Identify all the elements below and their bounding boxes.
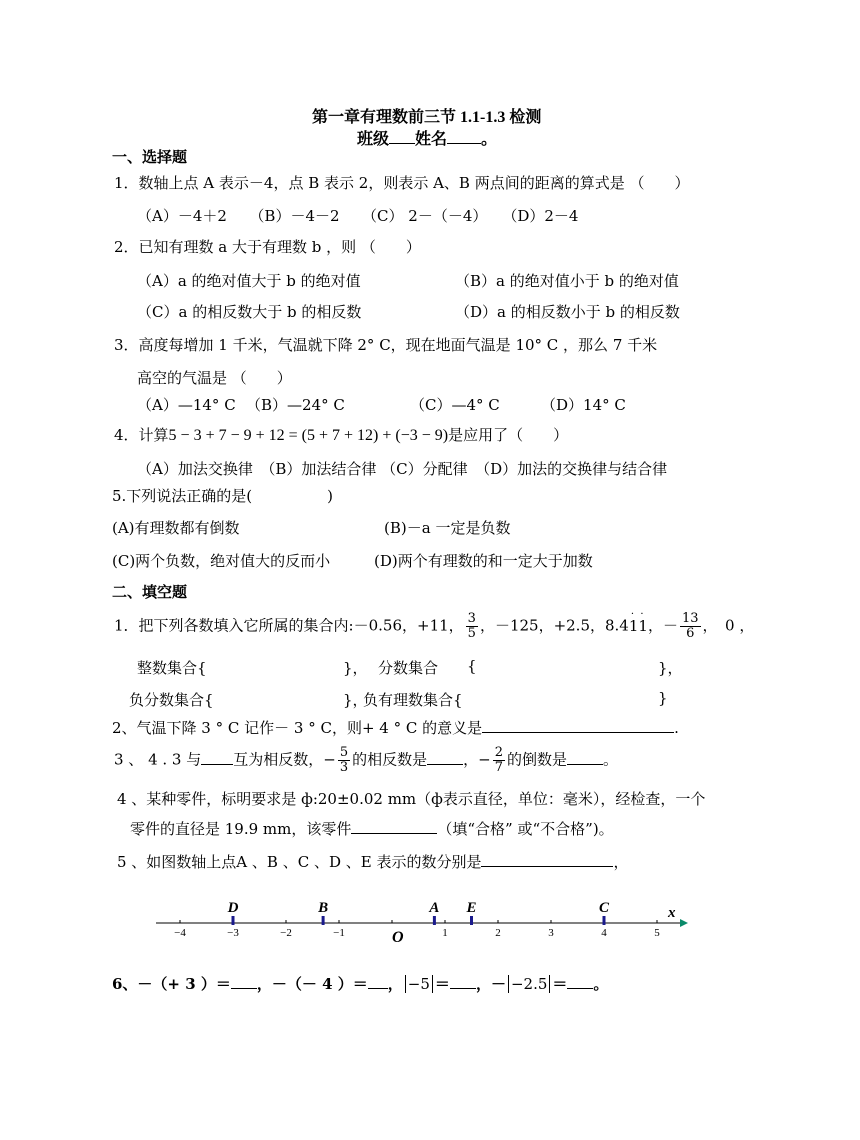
- fq4-line2: [130, 818, 614, 839]
- fq4-blank[interactable]: [351, 819, 437, 834]
- point-label-b: B: [318, 900, 329, 916]
- q4-text: [114, 424, 568, 445]
- q4-post: 是应用了（ ）: [448, 426, 569, 444]
- fq1-mid: ，－125，+2.5，8.4: [479, 616, 629, 635]
- tick-label: 5: [654, 927, 660, 939]
- fq5-question: 5 、如图数轴上点A 、B 、C 、D 、E 表示的数分别是: [117, 853, 482, 871]
- fq5-end: ，: [613, 853, 629, 871]
- q2-option-c: （C）a 的相反数大于 b 的相反数: [137, 303, 362, 321]
- abs-value-1: −5: [405, 975, 433, 993]
- set-negfrac-close: }，: [343, 691, 368, 709]
- fq3-text: [114, 746, 618, 775]
- name-label: 姓名: [415, 131, 448, 148]
- fraction-13-6: $\frac{13}{6}$: [681, 611, 699, 641]
- q5-text: 5.下列说法正确的是( ): [112, 487, 334, 505]
- fq6-p1: 6、－（+ 3 ）＝: [112, 975, 231, 993]
- number-line: [150, 895, 710, 945]
- repeating-digit: 1 ·: [628, 608, 639, 635]
- q4-pre: 4．计算: [114, 426, 169, 444]
- page-title: 第一章有理数前三节 1.1-1.3 检测: [312, 109, 542, 126]
- set-negrat-close: }: [658, 689, 668, 707]
- fq6-p4: ＝: [434, 975, 450, 993]
- fq6-text: [112, 973, 608, 994]
- fq3-blank-3[interactable]: [567, 750, 603, 765]
- fq2-question: 2、气温下降 3 ° C 记作－ 3 ° C，则+ 4 ° C 的意义是: [112, 719, 483, 737]
- fq6-p3: ，: [387, 975, 403, 993]
- point-label-d: D: [227, 900, 239, 916]
- fq5-blank[interactable]: [481, 852, 613, 867]
- set-fraction-close: }，: [658, 659, 683, 677]
- q5-option-d: (D)两个有理数的和一定大于加数: [374, 552, 593, 570]
- fq1-pre: 1．把下列各数填入它所属的集合内:－0.56，+11，: [114, 616, 464, 635]
- fq1-post: ， 0 ，: [702, 616, 755, 635]
- fq3-mid4: 的倒数是: [506, 750, 567, 769]
- tick-label: −4: [174, 927, 186, 939]
- fq3-blank-1[interactable]: [201, 750, 233, 765]
- name-blank[interactable]: [447, 129, 481, 144]
- point-label-c: C: [598, 900, 610, 916]
- fq2-end: .: [674, 719, 679, 737]
- section-heading-choice: 一、选择题: [112, 148, 188, 166]
- axis-label: x: [668, 905, 676, 921]
- fq4-line2-post: （填“合格” 或“不合格”)。: [437, 820, 614, 838]
- tick-label: 4: [601, 927, 607, 939]
- fq6-blank-2[interactable]: [368, 974, 388, 989]
- q5-option-a: (A)有理数都有倒数: [112, 519, 240, 537]
- q2-option-b: （B）a 的绝对值小于 b 的绝对值: [455, 272, 679, 290]
- fq6-blank-1[interactable]: [231, 974, 257, 989]
- tick-label: 2: [495, 927, 501, 939]
- point-label-a: A: [429, 900, 440, 916]
- fq2-blank[interactable]: [482, 718, 674, 733]
- fraction-3-5: $\frac{3}{5}$: [467, 611, 476, 641]
- point-label-e: E: [466, 900, 477, 916]
- fq3-mid: 互为相反数，−: [233, 750, 336, 769]
- q4-expression: 5 − 3 + 7 − 9 + 12 = (5 + 7 + 12) + (−3 − 9): [168, 427, 449, 444]
- tick-label: −2: [280, 927, 292, 939]
- tick-label: 1: [442, 927, 448, 939]
- section-heading-fill: 二、填空题: [112, 583, 188, 601]
- fq3-mid2: 的相反数是: [352, 750, 428, 769]
- fq2-text: [112, 717, 679, 738]
- class-name-line: [357, 126, 497, 149]
- origin-label: O: [392, 929, 404, 945]
- abs-value-2: −2.5: [508, 975, 550, 993]
- fq4-line1: 4 、某种零件，标明要求是 ф:20±0.02 mm（ф表示直径，单位：毫米），经检查，一个: [117, 790, 706, 808]
- q3-line2: 高空的气温是 （ ）: [137, 369, 292, 387]
- q1-text: 1．数轴上点 A 表示－4，点 B 表示 2，则表示 A、B 两点间的距离的算式是 （ ）: [114, 174, 690, 192]
- axis-arrow-icon: [680, 919, 688, 927]
- fraction-5-3: $\frac{5}{3}$: [339, 745, 349, 775]
- repeating-digit-2: 1 ·: [638, 608, 648, 635]
- q2-option-d: （D）a 的相反数小于 b 的相反数: [455, 303, 680, 321]
- set-negrat-label: 负有理数集合{: [363, 691, 463, 709]
- q3-option-d: （D）14° C: [541, 396, 626, 414]
- fq6-blank-4[interactable]: [567, 974, 593, 989]
- set-negfrac-label: 负分数集合{: [129, 691, 214, 709]
- fq6-p6: ＝: [552, 975, 568, 993]
- set-integer-close: }，: [343, 659, 368, 677]
- q3-line1: 3．高度每增加 1 千米，气温就下降 2° C，现在地面气温是 10° C ，那么 7 千米: [114, 336, 658, 354]
- tick-label: −3: [227, 927, 239, 939]
- fq3-end: 。: [603, 750, 619, 769]
- fq6-p5: ，－: [475, 975, 506, 993]
- tick-label: 3: [548, 927, 554, 939]
- fq1-text: [114, 608, 755, 641]
- fraction-2-7: $\frac{2}{7}$: [494, 745, 503, 775]
- q2-option-a: （A）a 的绝对值大于 b 的绝对值: [137, 272, 361, 290]
- q5-option-c: (C)两个负数，绝对值大的反而小: [112, 552, 331, 570]
- set-integer-label: 整数集合{: [137, 659, 207, 677]
- fq6-p2: ，－（－ 4 ）＝: [256, 975, 368, 993]
- fq3-blank-2[interactable]: [427, 750, 463, 765]
- fq6-end: 。: [593, 975, 609, 993]
- q2-text: 2．已知有理数 a 大于有理数 b ，则 （ ）: [114, 238, 421, 256]
- tick-label: −1: [333, 927, 345, 939]
- fq3-pre: 3 、 4 . 3 与: [114, 750, 202, 769]
- q3-option-b: （B）—24° C: [246, 396, 345, 414]
- fq1-mid2: ，－: [647, 616, 678, 635]
- class-blank[interactable]: [389, 129, 415, 144]
- q4-options: （A）加法交换律 （B）加法结合律 （C）分配律 （D）加法的交换律与结合律: [137, 460, 668, 478]
- q3-option-a: （A）—14° C: [137, 396, 236, 414]
- q3-option-c: （C）—4° C: [410, 396, 500, 414]
- fq3-mid3: ，−: [463, 750, 491, 769]
- end-mark: 。: [481, 131, 498, 148]
- set-fraction-open: {: [467, 657, 477, 675]
- fq5-text: [117, 851, 628, 872]
- q5-option-b: (B)－a 一定是负数: [384, 519, 511, 537]
- set-fraction-label: 分数集合: [378, 659, 439, 677]
- fq6-blank-3[interactable]: [450, 974, 476, 989]
- q1-options: （A）－4＋2 （B）－4－2 （C） 2－（－4） （D）2－4: [137, 207, 579, 225]
- class-label: 班级: [357, 131, 390, 148]
- fq4-line2-pre: 零件的直径是 19.9 mm，该零件: [130, 820, 352, 838]
